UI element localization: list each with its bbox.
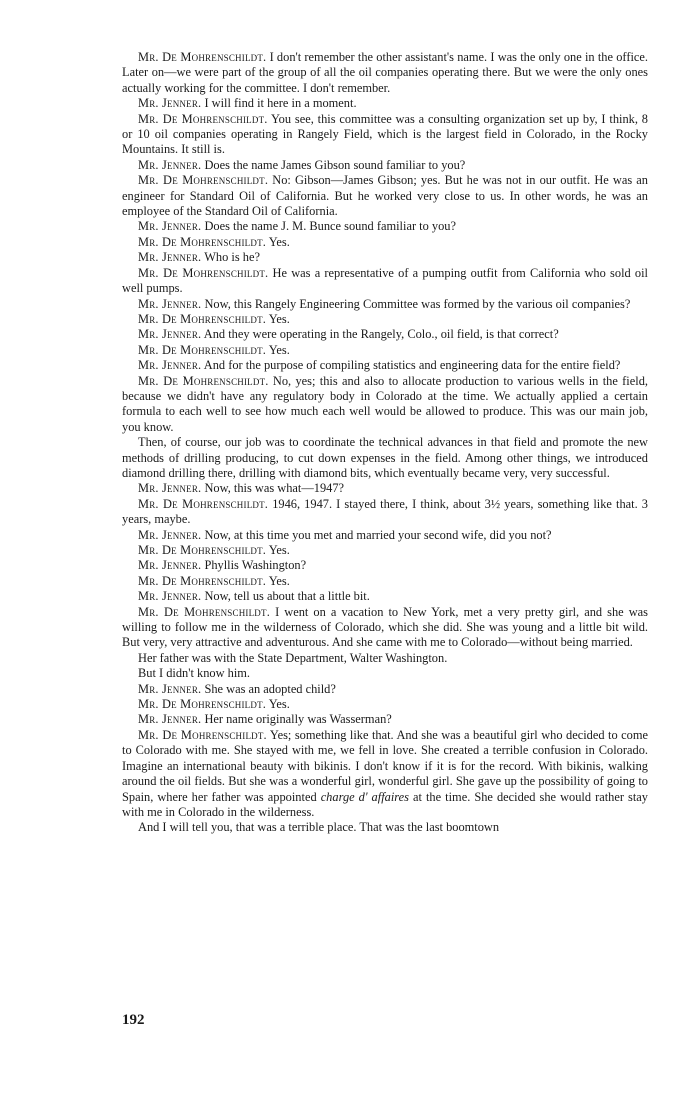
speaker-name: Mr. De Mohrenschildt. [138, 697, 267, 712]
speech-text: Yes. [266, 234, 290, 249]
speaker-name: Mr. Jenner. [138, 558, 202, 573]
speech-text: No, yes; this and also to allocate production to various wells in the field, because we didn't have any regulatory body in Colorado at the time. We actually applied a certain formula to each well to see how much each well would be allowed to produce. This was our main job, you know. [122, 373, 648, 434]
speech-text: Her father was with the State Department, Walter Washington. [138, 650, 448, 665]
transcript-paragraph [122, 666, 648, 681]
speaker-name: Mr. Jenner. [138, 681, 202, 696]
speaker-name: Mr. Jenner. [138, 589, 202, 604]
transcript-paragraph [122, 266, 648, 297]
speech-text: But I didn't know him. [138, 666, 251, 681]
speech-text: Does the name J. M. Bunce sound familiar to you? [201, 219, 456, 234]
transcript-paragraph [122, 558, 648, 573]
speaker-name: Mr. Jenner. [138, 157, 202, 172]
transcript-paragraph [122, 219, 648, 234]
speaker-name: Mr. De Mohrenschildt. [138, 50, 267, 64]
transcript-paragraph [122, 374, 648, 436]
speech-text: Yes. [266, 573, 290, 588]
speaker-name: Mr. Jenner. [138, 327, 202, 342]
speaker-name: Mr. De Mohrenschildt. [138, 311, 267, 326]
transcript-paragraph [122, 820, 648, 835]
transcript-paragraph [122, 235, 648, 250]
speech-text: I will find it here in a moment. [201, 96, 357, 111]
speech-text-continued: at the time. She decided she would rather stay with me in Colorado in the wilderness. [122, 789, 648, 819]
transcript-paragraph [122, 96, 648, 111]
speaker-name: Mr. De Mohrenschildt. [138, 373, 269, 388]
speech-text: No: Gibson—James Gibson; yes. But he was not in our outfit. He was an engineer for Standard Oil of California. But he worked very close to us. In other words, he was an employee of the Standard Oil of California. [122, 173, 648, 219]
speaker-name: Mr. De Mohrenschildt. [138, 543, 267, 557]
transcript-paragraph [122, 358, 648, 373]
transcript-paragraph [122, 589, 648, 604]
speech-text: Yes. [266, 342, 290, 357]
speech-text: Now, at this time you met and married your second wife, did you not? [201, 527, 552, 542]
speaker-name: Mr. Jenner. [138, 712, 202, 727]
speaker-name: Mr. De Mohrenschildt. [138, 573, 267, 588]
speech-text: Yes. [266, 311, 290, 326]
speech-text: I don't remember the other assistant's name. I was the only one in the office. Later on—we were part of the group of all the oil companies operating there. But we were the only ones actually working for the committee. I don't remember. [122, 50, 648, 95]
speaker-name: Mr. De Mohrenschildt. [138, 604, 271, 619]
transcript-paragraph [122, 528, 648, 543]
speaker-name: Mr. De Mohrenschildt. [138, 342, 267, 357]
transcript-paragraph [122, 297, 648, 312]
speech-text: Yes. [266, 697, 290, 712]
page-number: 192 [122, 1012, 145, 1028]
italic-phrase: charge d' affaires [320, 789, 409, 804]
speech-text: Then, of course, our job was to coordinate the technical advances in that field and promote the new methods of drilling producing, to cut down expenses in the field. Among other things, we introduced diamond drilling there, drilling with diamond bits, which eventually became very, very successful. [122, 435, 648, 480]
speech-text: Does the name James Gibson sound familiar to you? [201, 157, 466, 172]
transcript-paragraph [122, 697, 648, 712]
transcript-paragraph [122, 605, 648, 651]
speaker-name: Mr. De Mohrenschildt. [138, 111, 268, 126]
transcript-paragraph [122, 435, 648, 481]
speech-text: Yes. [266, 543, 290, 557]
speaker-name: Mr. De Mohrenschildt. [138, 265, 269, 280]
transcript-paragraph [122, 312, 648, 327]
transcript-paragraph [122, 651, 648, 666]
speaker-name: Mr. Jenner. [138, 358, 202, 373]
speech-text: Who is he? [201, 250, 260, 265]
speech-text: Yes; something like that. And she was a beautiful girl who decided to come to Colorado with me. She stayed with me, we fell in love. She created a terrible confusion in Colorado. Imagine an international beauty with bikinis. I don't know if it is for the record. With bikinis, walking around the oil fields. But she was a wonderful girl, wonderful girl. She gave up the possibility of going to Spain, where her father was appointed [122, 727, 648, 804]
speech-text: He was a representative of a pumping outfit from California who sold oil well pumps. [122, 265, 649, 296]
transcript-paragraph [122, 712, 648, 727]
transcript-paragraph [122, 173, 648, 219]
transcript-paragraph [122, 327, 648, 342]
speech-text: 1946, 1947. I stayed there, I think, about 3½ years, something like that. 3 years, maybe. [122, 496, 648, 527]
speech-text: And they were operating in the Rangely, Colo., oil field, is that correct? [201, 327, 559, 342]
speech-text: Now, tell us about that a little bit. [201, 589, 370, 604]
transcript-paragraph [122, 574, 648, 589]
speaker-name: Mr. Jenner. [138, 219, 202, 234]
speaker-name: Mr. De Mohrenschildt. [138, 234, 267, 249]
speaker-name: Mr. Jenner. [138, 296, 202, 311]
speech-text: Now, this Rangely Engineering Committee was formed by the various oil companies? [201, 296, 631, 311]
speech-text: Phyllis Washington? [201, 558, 307, 573]
speech-text: You see, this committee was a consulting organization set up by, I think, 8 or 10 oil companies operating in Rangely Field, which is the largest field in Colorado, in the Rocky Mountains. It still is. [122, 111, 649, 157]
transcript-paragraph [122, 158, 648, 173]
speaker-name: Mr. De Mohrenschildt. [138, 727, 267, 742]
transcript-paragraph [122, 497, 648, 528]
transcript-paragraph [122, 481, 648, 496]
speech-text: Her name originally was Wasserman? [201, 712, 392, 727]
speech-text: And for the purpose of compiling statistics and engineering data for the entire field? [201, 358, 621, 373]
speech-text: Now, this was what—1947? [201, 481, 345, 496]
transcript-paragraph [122, 543, 648, 558]
speaker-name: Mr. De Mohrenschildt. [138, 496, 269, 511]
transcript-paragraph [122, 728, 648, 820]
speaker-name: Mr. Jenner. [138, 481, 202, 496]
transcript-paragraph [122, 343, 648, 358]
transcript-paragraph [122, 682, 648, 697]
speaker-name: Mr. Jenner. [138, 250, 202, 265]
speech-text: She was an adopted child? [201, 681, 336, 696]
speaker-name: Mr. Jenner. [138, 96, 202, 111]
transcript-paragraph [122, 112, 648, 158]
speaker-name: Mr. Jenner. [138, 527, 202, 542]
speech-text: I went on a vacation to New York, met a very pretty girl, and she was willing to follow me in the wilderness of Colorado, which she did. She was young and a little bit wild. But very, very attractive and adventurous. And she came with me to Colorado—without being married. [122, 604, 648, 650]
speaker-name: Mr. De Mohrenschildt. [138, 173, 269, 188]
transcript-page [122, 50, 648, 836]
speech-text: And I will tell you, that was a terrible place. That was the last boomtown [138, 820, 500, 835]
transcript-paragraph [122, 50, 648, 96]
transcript-paragraph [122, 250, 648, 265]
